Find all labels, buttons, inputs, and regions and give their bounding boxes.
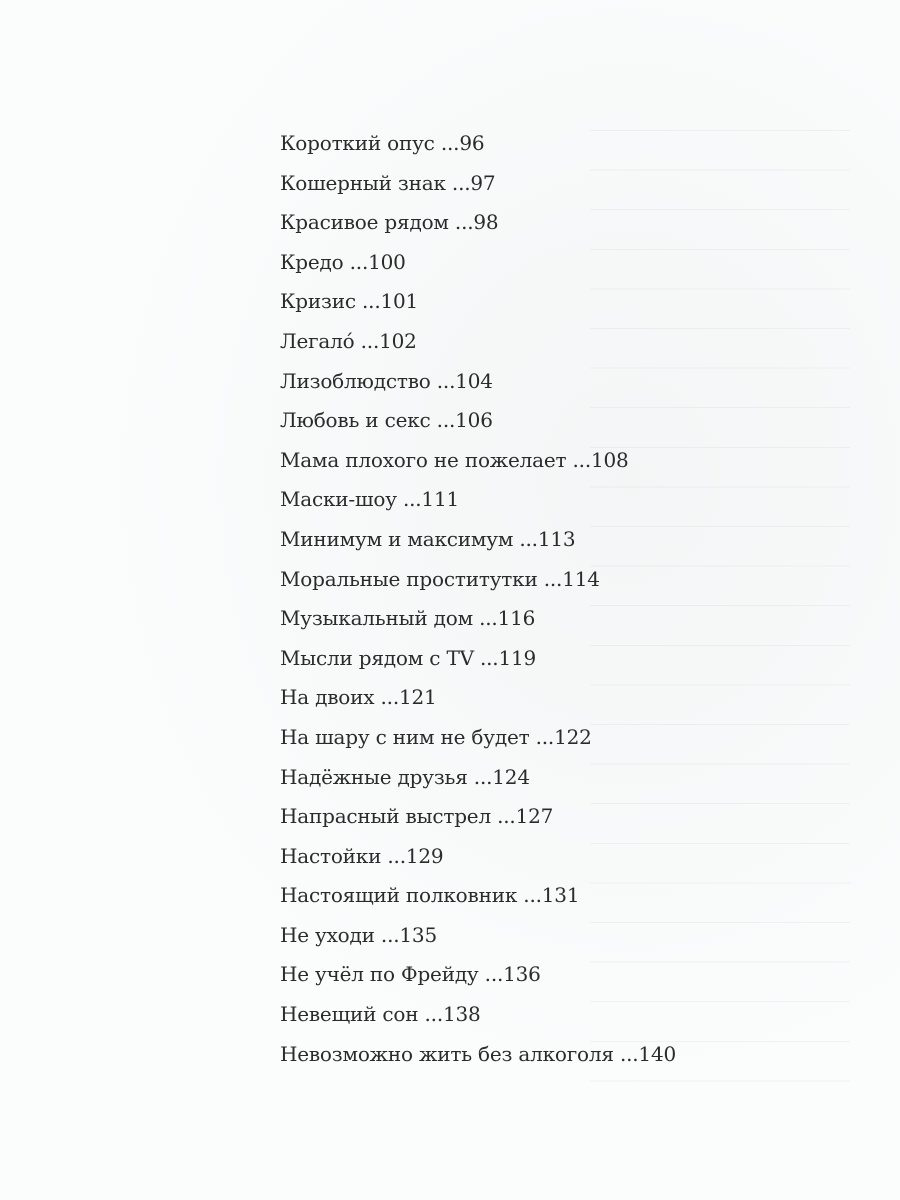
toc-entry: Легало́ ...102	[280, 328, 417, 353]
toc-entry: Кредо ...100	[280, 249, 406, 274]
toc-entry: На двоих ...121	[280, 685, 437, 710]
toc-entry: Надёжные друзья ...124	[280, 764, 530, 789]
toc-entry: Мысли рядом с TV ...119	[280, 645, 537, 670]
table-of-contents	[280, 124, 676, 1074]
toc-entry: На шару с ним не будет ...122	[280, 724, 592, 749]
toc-entry: Мама плохого не пожелает ...108	[280, 447, 629, 472]
toc-entry: Кризис ...101	[280, 289, 419, 314]
toc-entry: Кошерный знак ...97	[280, 170, 496, 195]
toc-entry: Не учёл по Фрейду ...136	[280, 962, 541, 987]
toc-entry: Маски-шоу ...111	[280, 487, 459, 512]
toc-entry: Любовь и секс ...106	[280, 408, 493, 433]
toc-entry: Напрасный выстрел ...127	[280, 804, 554, 829]
toc-entry: Минимум и максимум ...113	[280, 526, 576, 551]
toc-entry: Моральные проститутки ...114	[280, 566, 600, 591]
toc-entry: Короткий опус ...96	[280, 131, 485, 155]
toc-entry: Не уходи ...135	[280, 922, 437, 947]
toc-entry: Невещий сон ...138	[280, 1002, 481, 1027]
toc-entry: Настоящий полковник ...131	[280, 883, 580, 908]
toc-entry: Настойки ...129	[280, 843, 444, 868]
toc-entry: Лизоблюдство ...104	[280, 368, 493, 393]
toc-entry: Музыкальный дом ...116	[280, 606, 536, 631]
toc-entry: Красивое рядом ...98	[280, 210, 499, 235]
toc-entry: Невозможно жить без алкоголя ...140	[280, 1041, 677, 1066]
